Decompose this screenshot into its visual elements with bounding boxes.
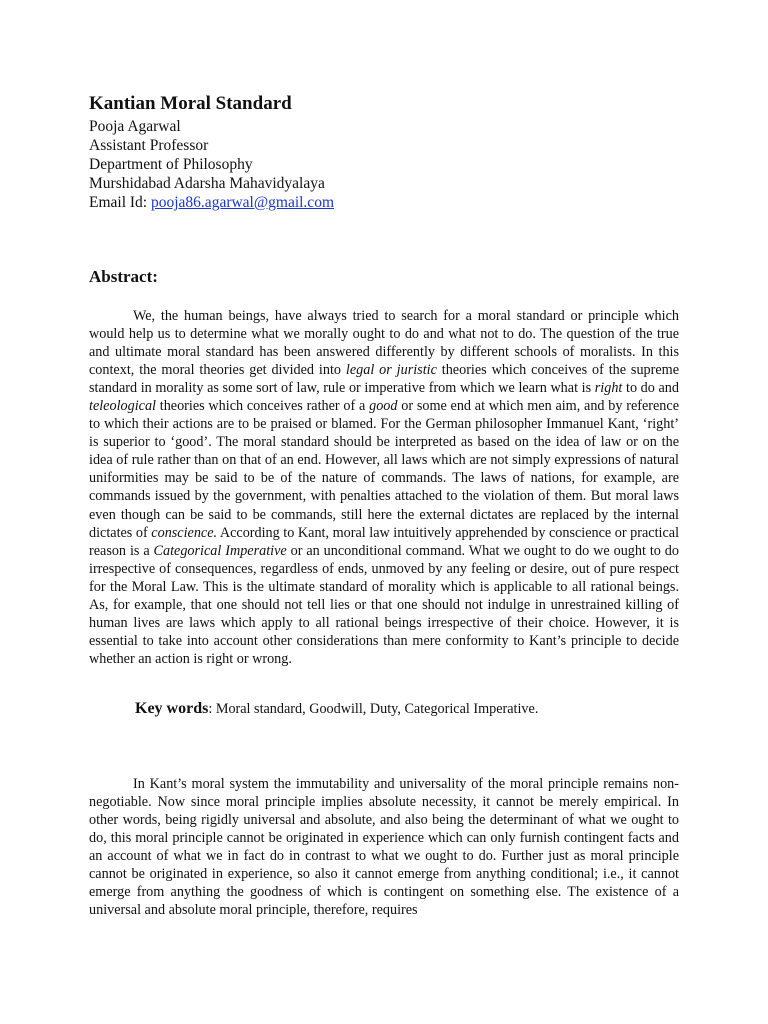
emphasis-text: Categorical Imperative (153, 542, 287, 559)
abstract-text: theories which conceives of the supreme standard in morality as some sort of law, rule or imperative from which we learn what is (89, 362, 679, 397)
keywords-label: Key words (135, 700, 209, 717)
keywords-line (135, 700, 538, 718)
abstract-text: According to Kant, moral law intuitively apprehended by conscience or practical reason is a (89, 524, 680, 559)
abstract-text: or an unconditional command. What we ought to do we ought to do irrespective of consequences, regardless of ends, unmoved by any feeling or desire, out of pure respect for the Moral Law. This is the ultimate standard of morality which is applicable to all rational beings. As, for example, that one should not tell lies or that one should not indulge in unrestrained killing of human lives are laws which apply to all rational beings irrespective of their choice. However, it is essential to take into account other considerations than mere conformity to Kant’s principle to decide whether an action is right or wrong. (89, 542, 679, 667)
body-paragraph: In Kant’s moral system the immutability and universality of the moral principle remains non-negotiable. Now since moral principle implies absolute necessity, it cannot be merely empirical. In other words, being rigidly universal and absolute, and also being the determinant of what we ought to do, this moral principle cannot be originated in experience which can only furnish contingent facts and an account of what we in fact do in contrast to what we ought to do. Further just as moral principle cannot be originated in experience, so also it cannot emerge from anything conditional; i.e., it cannot emerge from anything the goodness of which is contingent on something else. The existence of a universal and absolute moral principle, therefore, requires (89, 776, 679, 919)
page-title: Kantian Moral Standard (89, 93, 292, 114)
abstract-text: theories which conceives rather of a (155, 398, 370, 415)
author-name: Pooja Agarwal (89, 118, 181, 135)
author-position: Assistant Professor (89, 137, 209, 154)
author-institution: Murshidabad Adarsha Mahavidyalaya (89, 175, 325, 192)
author-email-line (89, 194, 334, 212)
emphasis-text: right (594, 380, 623, 397)
email-label: Email Id: (89, 194, 151, 211)
abstract-paragraph (89, 307, 679, 668)
abstract-heading: Abstract: (89, 267, 158, 286)
email-link[interactable]: pooja86.agarwal@gmail.com (151, 194, 334, 211)
emphasis-text: legal or juristic (345, 362, 437, 379)
author-department: Department of Philosophy (89, 156, 253, 173)
abstract-text: or some end at which men aim, and by reference to which their actions are to be praised or blamed. For the German philosopher Immanuel Kant, ‘right’ is superior to ‘good’. The moral standard should be interpreted as based on the idea of law or on the idea of rule rather than on that of an end. However, all laws which are not simply expressions of natural uniformities may be said to be of the nature of commands. The laws of nations, for example, are commands issued by the government, with penalties attached to the violation of them. But moral laws even though can be said to be commands, still here the external dictates are replaced by the internal dictates of (89, 398, 679, 541)
emphasis-text: teleological (89, 398, 156, 415)
keywords-text: Moral standard, Goodwill, Duty, Categorical Imperative. (215, 701, 539, 717)
emphasis-text: conscience. (151, 524, 218, 541)
abstract-text: to do and (622, 380, 679, 397)
abstract-text: We, the human beings, have always tried to search for a moral standard or principle which would help us to determine what we morally ought to do and what not to do. The question of the true and ultimate moral standard has been answered differently by different schools of moralists. In this context, the moral theories get divided into (89, 308, 679, 379)
keywords-colon: : (208, 701, 216, 717)
emphasis-text: good (369, 398, 398, 415)
